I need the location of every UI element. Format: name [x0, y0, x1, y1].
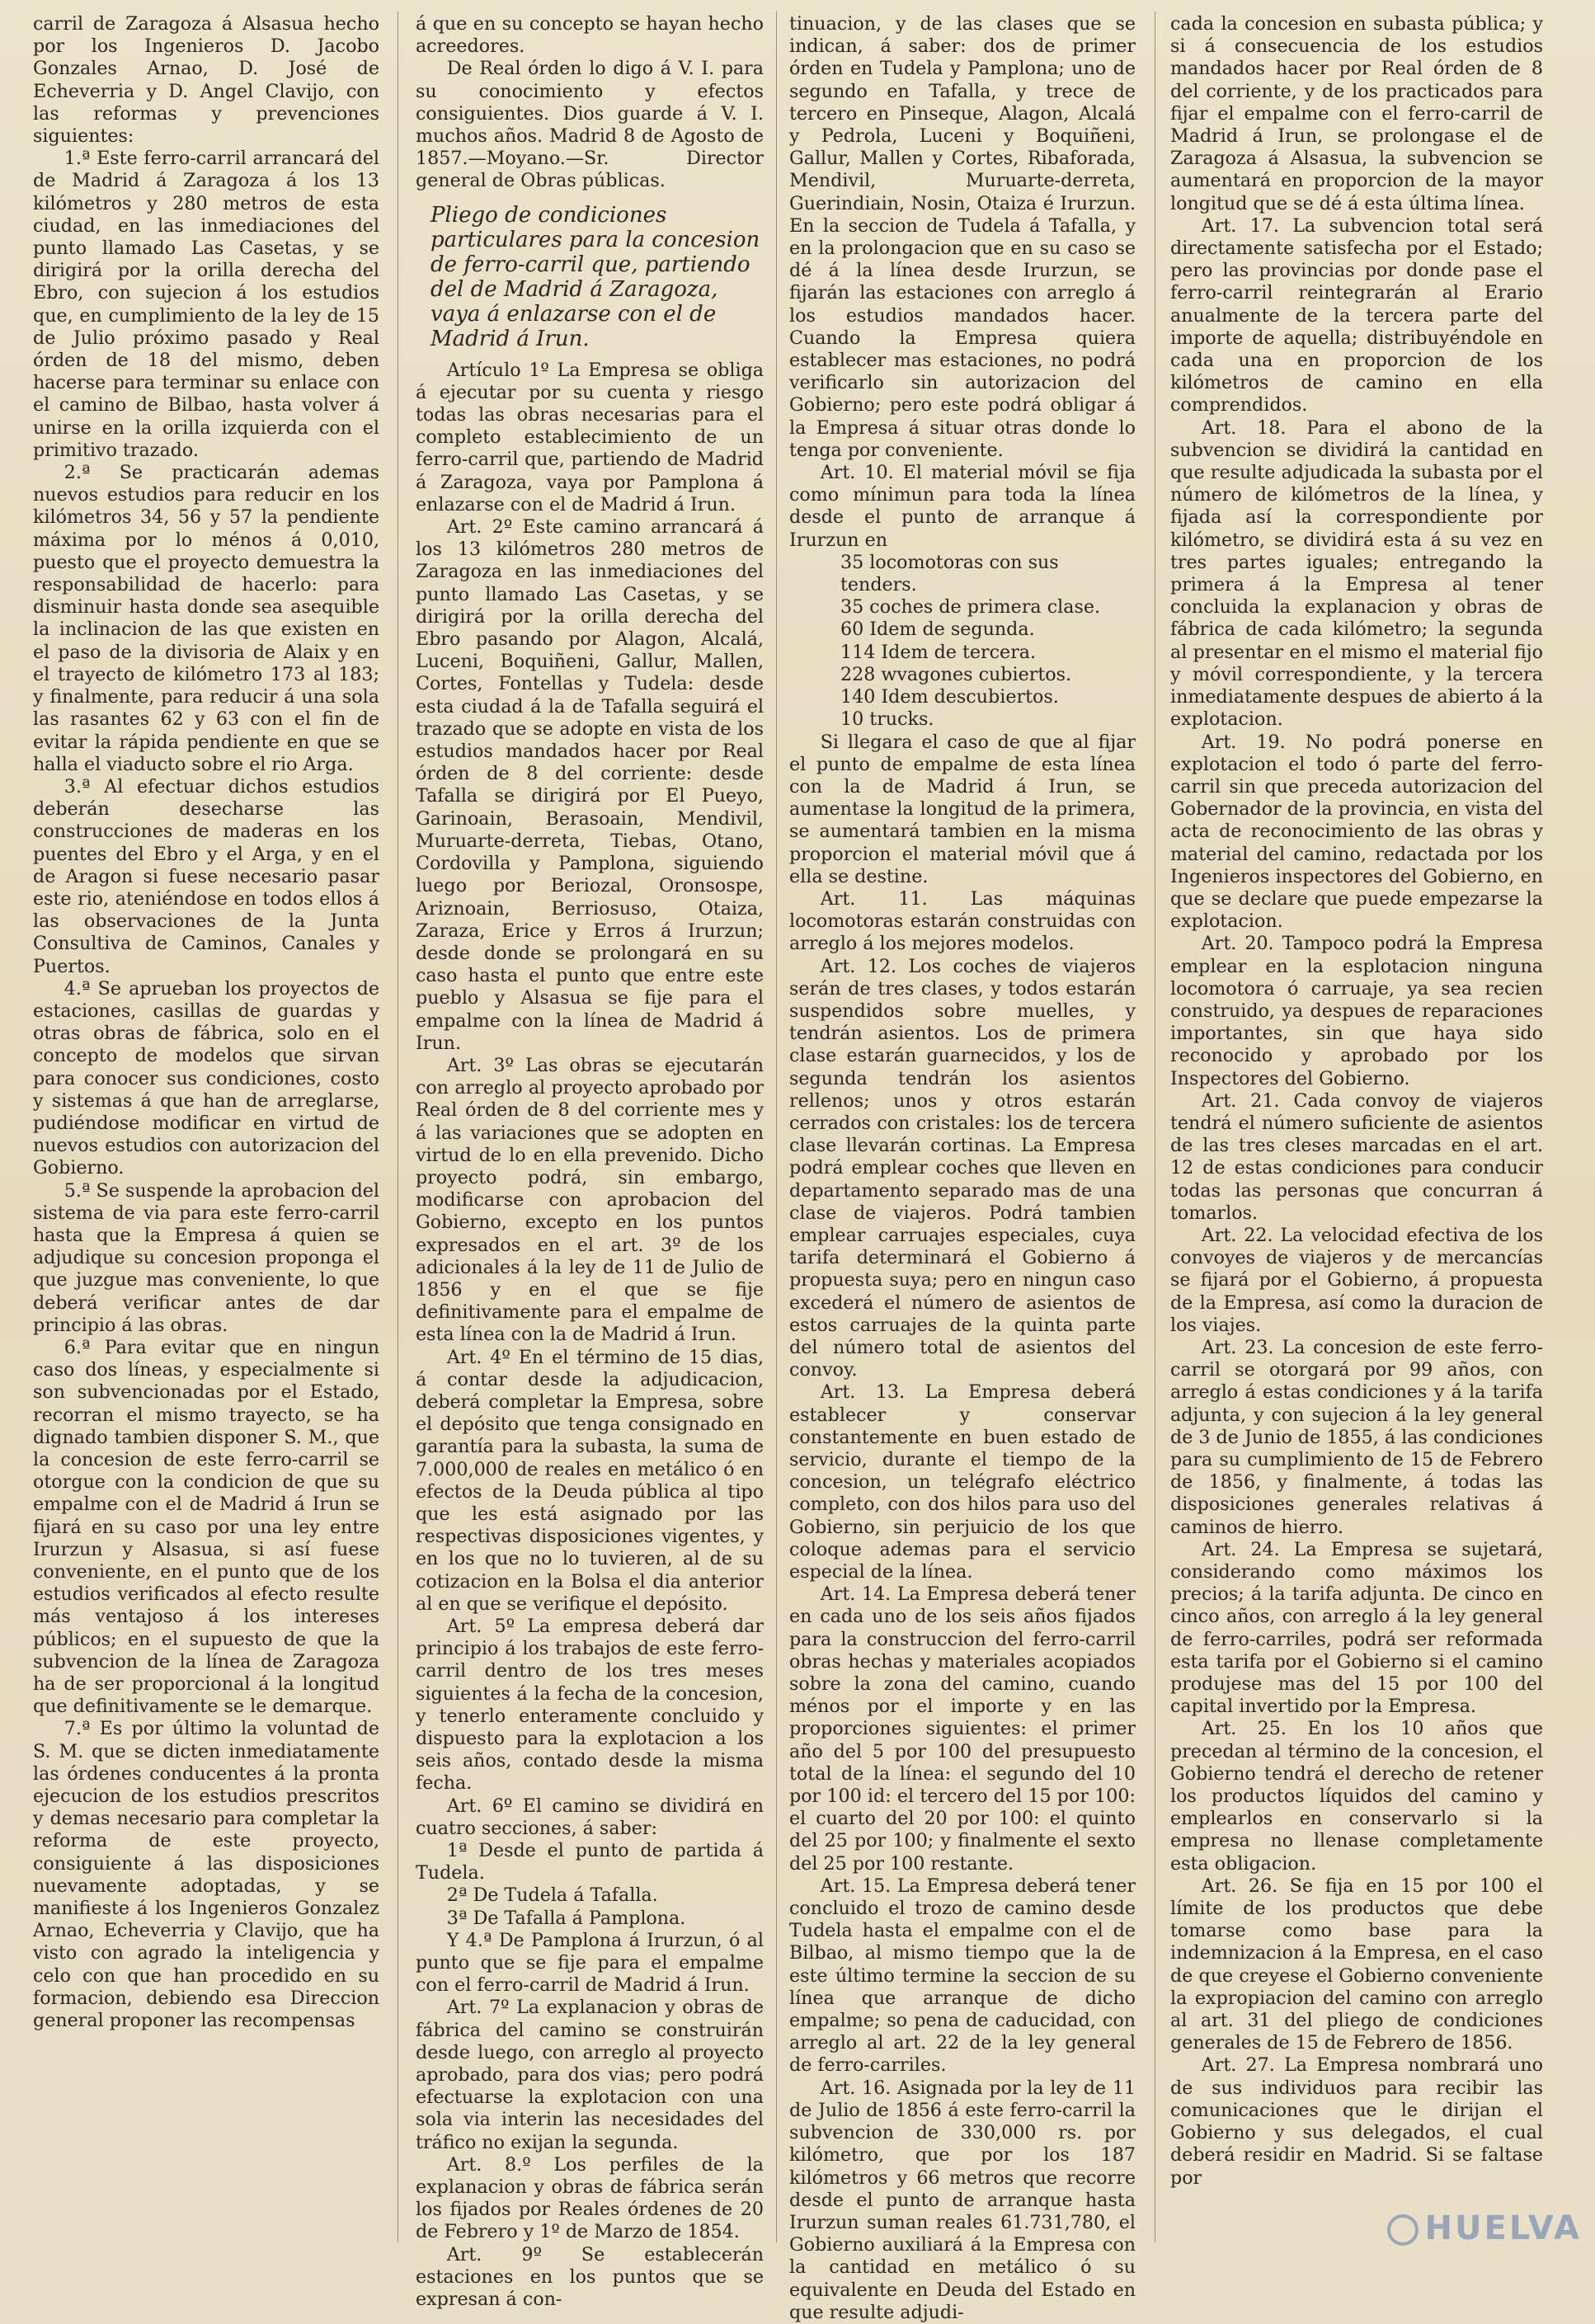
- column-1: [33, 13, 379, 2240]
- article: Art. 21. Cada convoy de viajeros tendrá el número suficiente de asientos de las tres cleses marcadas en el art. 12 de estas condiciones para conducir todas las personas que concurran á tomarlos.: [1170, 1089, 1543, 1224]
- paragraph: á que en su concepto se hayan hecho acreedores.: [416, 13, 764, 58]
- rolling-stock-list: [789, 552, 1136, 732]
- article: Art. 11. Las máquinas locomotoras estarán construidas con arreglo á los mejores modelos.: [789, 887, 1136, 955]
- article: Art. 25. En los 10 años que precedan al término de la concesion, el Gobierno tendrá el derecho de retener los productos líquidos del camino y emplearlos en conservarlo si la empresa no llenase completamente esta obligacion.: [1170, 1718, 1543, 1875]
- article: Art. 27. La Empresa nombrará uno de sus individuos para recibir las comunicaciones que le dirijan el Gobierno y sus delegados, el cual deberá residir en Madrid. Si se faltase por: [1170, 2054, 1543, 2189]
- article: Art. 6º El camino se dividirá en cuatro secciones, á saber:: [416, 1795, 764, 1839]
- article: Art. 26. Se fija en 15 por 100 el límite de los productos que debe tomarse como base para la indemnizacion á la Empresa, en el caso de que creyese el Gobierno conveniente la expropiacion del camino con arreglo al art. 31 del pliego de condiciones generales de 15 de Febrero de 1856.: [1170, 1875, 1543, 2054]
- section-heading: Pliego de condiciones particulares para la concesion de ferro-carril que, partiendo del de Madrid á Zaragoza, vaya á enlazarse con el de Madrid á Irun.: [431, 202, 760, 351]
- paragraph: 4.ª Se aprueban los proyectos de estaciones, casillas de guardas y otras obras de fábrica, solo en el concepto de modelos que sirvan para conocer sus condiciones, costo y sistemas á que han de arreglarse, pudiéndose modificar en virtud de nuevos estudios con autorizacion del Gobierno.: [33, 977, 379, 1179]
- article: Art. 12. Los coches de viajeros serán de tres clases, y todos estarán suspendidos sobre muelles, y tendrán asientos. Los de primera clase estarán guarnecidos, y los de segunda tendrán los asientos rellenos; unos y otros estarán cerrados con cristales: los de tercera clase llevarán cortinas. La Empresa podrá emplear coches que lleven en departamento separado mas de una clase de viajeros. Podrá tambien emplear carruajes especiales, cuya tarifa determinará el Gobierno á propuesta suya; pero en ningun caso excederá el número de asientos de estos carruajes de la quinta parte del número total de asientos del convoy.: [789, 955, 1136, 1381]
- article: Art. 2º Este camino arrancará á los 13 kilómetros 280 metros de Zaragoza en las inmediaciones del punto llamado Las Casetas, y se dirigirá por la orilla derecha del Ebro pasando por Alagon, Alcalá, Luceni, Boquiñeni, Gallur, Mallen, Cortes, Fontellas y Tudela: desde esta ciudad á la de Tafalla seguirá el trazado que se adopte en vista de los estudios mandados hacer por Real órden de 8 del corriente: desde Tafalla se dirigirá por El Pueyo, Garinoain, Berasoain, Mendivil, Muruarte-derreta, Tiebas, Otano, Cordovilla y Pamplona, siguiendo luego por Beriozal, Oronsospe, Ariznoain, Berriosuso, Otaiza, Zaraza, Erice y Erros á Irurzun; desde donde se prolongará en su caso hasta el punto que entre este pueblo y Alsasua se fije para el empalme con la línea de Madrid á Irun.: [416, 516, 764, 1054]
- article: Art. 24. La Empresa se sujetará, considerando como máximos los precios; á la tarifa adjunta. De cinco en cinco años, con arreglo á la ley general de ferro-carriles, podrá ser reformada esta tarifa por el Gobierno si el camino produjese mas del 15 por 100 del capital invertido por la Empresa.: [1170, 1538, 1543, 1718]
- article: Art. 4º En el término de 15 dias, á contar desde la adjudicacion, deberá completar la Empresa, sobre el depósito que tenga consignado en garantía para la subasta, la suma de 7.000,000 de reales en metálico ó en efectos de la Deuda pública al tipo que les está asignado por las respectivas disposiciones vigentes, y en los que no lo tuvieren, al de su cotizacion en la Bolsa el dia anterior al en que se verifique el depósito.: [416, 1346, 764, 1615]
- list-item: 35 coches de primera clase.: [840, 596, 1101, 619]
- article: Art. 8.º Los perfiles de la explanacion y obras de fábrica serán los fijados por Reales órdenes de 20 de Febrero y 1º de Marzo de 1854.: [416, 2153, 764, 2243]
- article: Art. 22. La velocidad efectiva de los convoyes de viajeros y de mercancías se fijará por el Gobierno, á propuesta de la Empresa, así como la duracion de los viajes.: [1170, 1224, 1543, 1336]
- article: Art. 14. La Empresa deberá tener en cada uno de los seis años fijados para la construccion del ferro-carril obras hechas y materiales acopiados sobre la zona del camino, cuando ménos por el importe y en las proporciones siguientes: el primer año del 5 por 100 del presupuesto total de la línea: el segundo del 10 por 100 id: el tercero del 15 por 100: el cuarto del 20 por 100: el quinto del 25 por 100; y finalmente el sexto del 25 por 100 restante.: [789, 1583, 1136, 1875]
- article: Art. 7º La explanacion y obras de fábrica del camino se construirán desde luego, con arreglo al proyecto aprobado, para dos vias; pero podrá efectuarse la explotacion con una sola via interin las necesidades del tráfico no exijan la segunda.: [416, 1997, 764, 2153]
- paragraph: 3.ª Al efectuar dichos estudios deberán desecharse las construcciones de maderas en los puentes del Ebro y el Arga, y en el de Aragon si fuese necesario pasar este rio, ateniéndose en todos ellos á las observaciones de la Junta Consultiva de Caminos, Canales y Puertos.: [33, 775, 379, 977]
- list-item: 140 Idem descubiertos.: [840, 686, 1059, 708]
- column-4: [1170, 13, 1543, 2240]
- article: Si llegara el caso de que al fijar el punto de empalme de esta línea con la de Madrid á Irun, se aumentase la longitud de la primera, se aumentará tambien en la misma proporcion el material móvil que á ella se destine.: [789, 731, 1136, 887]
- article: Art. 19. No podrá ponerse en explotacion el todo ó parte del ferro-carril sin que preceda autorizacion del Gobernador de la provincia, en vista del acta de reconocimiento de las obras y material del camino, redactada por los Ingenieros inspectores del Gobierno, en que se declare que puede empezarse la explotacion.: [1170, 731, 1543, 933]
- paragraph: 7.ª Es por último la voluntad de S. M. que se dicten inmediatamente las órdenes conducentes á la pronta ejecucion de los estudios prescritos y demas necesario para completar la reforma de este proyecto, consiguiente á las disposiciones nuevamente adoptadas, y se manifieste á los Ingenieros Gonzalez Arnao, Echeverria y Clavijo, que ha visto con agrado la inteligencia y celo con que han procedido en su formacion, debiendo esa Direccion general proponer las recompensas: [33, 1718, 379, 2032]
- signature-paragraph: De Real órden lo digo á V. I. para su conocimiento y efectos consiguientes. Dios guarde á V. I. muchos años. Madrid 8 de Agosto de 1857.—Moyano.—Sr. Director general de Obras públicas.: [416, 58, 764, 192]
- paragraph: cada la concesion en subasta pública; y si á consecuencia de los estudios mandados hacer por Real órden de 8 del corriente, y de los practicados para fijar el empalme con el ferro-carril de Madrid á Irun, se prolongase el de Zaragoza á Alsasua, la subvencion se aumentará en proporcion de la mayor longitud que se dé á esta última línea.: [1170, 13, 1543, 214]
- paragraph: 2.ª Se practicarán ademas nuevos estudios para reducir en los kilómetros 34, 56 y 57 la pendiente máxima por lo ménos á 0,010, puesto que el proyecto demuestra la responsabilidad de hacerlo: para disminuir hasta donde sea asequible la inclinacion de las que existen en el paso de la divisoria de Alaix y en el trayecto de kilómetro 173 al 183; y finalmente, para reducir á una sola las rasantes 62 y 63 con el fin de evitar la rápida pendiente en que se halla el viaducto sobre el rio Arga.: [33, 462, 379, 775]
- article: Art. 10. El material móvil se fija como mínimun para toda la línea desde el punto de arranque á Irurzun en: [789, 462, 1136, 551]
- article: Art. 15. La Empresa deberá tener concluido el trozo de camino desde Tudela hasta el empalme con el de Bilbao, al mismo tiempo que la de este último termine la seccion de su línea que arranque de dicho empalme; so pena de caducidad, con arreglo al art. 22 de la ley general de ferro-carriles.: [789, 1875, 1136, 2077]
- article: Art. 9º Se establecerán estaciones en los puntos que se expresan á con-: [416, 2243, 764, 2311]
- list-item: 228 wvagones cubiertos.: [840, 663, 1072, 685]
- article: Artículo 1º La Empresa se obliga á ejecutar por su cuenta y riesgo todas las obras necesarias para el completo establecimiento de un ferro-carril que, partiendo de Madrid á Zaragoza, vaya por Pamplona á enlazarse con el de Madrid á Irun.: [416, 359, 764, 515]
- article: Art. 5º La empresa deberá dar principio á los trabajos de este ferro-carril dentro de los tres meses siguientes á la fecha de la concesion, y tenerlo enteramente concluido y dispuesto para la explotacion a los seis años, contado desde la misma fecha.: [416, 1616, 764, 1795]
- paragraph: 6.ª Para evitar que en ningun caso dos líneas, y especialmente si son subvencionadas por el Estado, recorran el mismo trayecto, se ha dignado tambien disponer S. M., que la concesion de este ferro-carril se otorgue con la condicion de que su empalme con el de Madrid á Irun se fijará en su caso por una ley entre Irurzun y Alsasua, si así fuese conveniente, en el punto que de los estudios verificados al efecto resulte más ventajoso á los intereses públicos; en el supuesto de que la subvencion de la línea de Zaragoza ha de ser proporcional á la longitud que definitivamente se le demarque.: [33, 1336, 379, 1718]
- paragraph: 1.ª Este ferro-carril arrancará del de Madrid á Zaragoza á los 13 kilómetros y 280 metros de esta ciudad, en las inmediaciones del punto llamado Las Casetas, y se dirigirá por la orilla derecha del Ebro, con sujecion á los estudios que, en cumplimiento de la ley de 15 de Julio próximo pasado y Real órden de 18 del mismo, deben hacerse para terminar su enlace con el camino de Bilbao, hasta volver á unirse en la orilla izquierda con el primitivo trazado.: [33, 148, 379, 461]
- library-watermark: [1387, 2209, 1582, 2247]
- column-3: [789, 13, 1136, 2323]
- article: Art. 17. La subvencion total será directamente satisfecha por el Estado; pero las provincias por donde pase el ferro-carril reintegrarán al Erario anualmente de la tercera parte del importe de aquella; distribuyéndole en cada una en proporcion de los kilómetros de camino en ella comprendidos.: [1170, 214, 1543, 416]
- column-2: [416, 13, 764, 2311]
- article: Art. 23. La concesion de este ferro-carril se otorgará por 99 años, con arreglo á estas condiciones y á la tarifa adjunta, y con sujecion á la ley general de 3 de Junio de 1855, á las condiciones para su cumplimiento de 15 de Febrero de 1856, y finalmente, á todas las disposiciones generales relativas á caminos de hierro.: [1170, 1336, 1543, 1538]
- article: Art. 20. Tampoco podrá la Empresa emplear en la esplotacion ninguna locomotora ó carruaje, ya sea recien construido, ya despues de reparaciones importantes, sin que haya sido reconocido y aprobado por los Inspectores del Gobierno.: [1170, 933, 1543, 1089]
- seal-icon: [1387, 2214, 1419, 2246]
- column-rule: [776, 12, 777, 2242]
- watermark-text: HUELVA: [1424, 2209, 1582, 2247]
- section-item: 2ª De Tudela á Tafalla.: [446, 1884, 658, 1907]
- paragraph: 5.ª Se suspende la aprobacion del sistema de via para este ferro-carril hasta que la Empresa á quien se adjudique su concesion proponga el que juzgue mas conveniente, lo que deberá verificar antes de dar principio á las obras.: [33, 1179, 379, 1336]
- list-item: 10 trucks.: [840, 708, 934, 731]
- paragraph: carril de Zaragoza á Alsasua hecho por los Ingenieros D. Jacobo Gonzales Arnao, D. José de Echeverria y D. Angel Clavijo, con las reformas y prevenciones siguientes:: [33, 13, 379, 148]
- article: Art. 13. La Empresa deberá establecer y conservar constantemente en buen estado de servicio, durante el tiempo de la concesion, un telégrafo eléctrico completo, con dos hilos para uso del Gobierno, sin perjuicio de los que coloque ademas para el servicio especial de la línea.: [789, 1381, 1136, 1583]
- section-item: 1ª Desde el punto de partida á Tudela.: [416, 1840, 764, 1884]
- section-item: 3ª De Tafalla á Pamplona.: [446, 1907, 686, 1929]
- article: Art. 3º Las obras se ejecutarán con arreglo al proyecto aprobado por Real órden de 8 del corriente mes y á las variaciones que se adopten en virtud de lo en ella prevenido. Dicho proyecto podrá, sin embargo, modificarse con aprobacion del Gobierno, excepto en los puntos expresados en el art. 3º de los adicionales á la ley de 11 de Julio de 1856 y en el que se fije definitivamente para el empalme de esta línea con la de Madrid á Irun.: [416, 1054, 764, 1346]
- paragraph: tinuacion, y de las clases que se indican, á saber: dos de primer órden en Tudela y Pamplona; uno de segundo en Tafalla, y trece de tercero en Pinseque, Alagon, Alcalá y Pedrola, Luceni y Boquiñeni, Gallur, Mallen y Cortes, Ribaforada, Mendivil, Muruarte-derreta, Guerindiain, Nosin, Otaiza é Irurzun. En la seccion de Tudela á Tafalla, y en la prolongacion que en su caso se dé á la línea desde Irurzun, se fijarán las estaciones con arreglo á los estudios mandados hacer. Cuando la Empresa quiera establecer mas estaciones, no podrá verificarlo sin autorizacion del Gobierno; pero este podrá obligar á la Empresa á situar otras donde lo tenga por conveniente.: [789, 13, 1136, 461]
- article: Art. 16. Asignada por la ley de 11 de Julio de 1856 á este ferro-carril la subvencion de 330,000 rs. por kilómetro, que por los 187 kilómetros y 66 metros que recorre desde el punto de arranque hasta Irurzun suman reales 61.731,780, el Gobierno auxiliará á la Empresa con la cantidad en metálico ó su equivalente en Deuda del Estado en que resulte adjudi-: [789, 2077, 1136, 2323]
- section-item: Y 4.ª De Pamplona á Irurzun, ó al punto que se fije para el empalme con el ferro-carril de Madrid á Irun.: [416, 1929, 764, 1997]
- list-item: 114 Idem de tercera.: [840, 641, 1037, 663]
- list-item: 35 locomotoras con sus tenders.: [840, 551, 1059, 596]
- list-item: 60 Idem de segunda.: [840, 619, 1035, 641]
- article: Art. 18. Para el abono de la subvencion se dividirá la cantidad en que resulte adjudicada la subasta por el número de kilómetros de la línea, y fijada así la correspondiente por kilómetro, se dividirá esta á su vez en tres partes iguales; entregando la primera á la Empresa al tener concluida la explanacion y obras de fábrica de cada kilómetro; la segunda al presentar en el mismo el material fijo y móvil correspondiente, y la tercera inmediatamente despues de abierto á la explotacion.: [1170, 416, 1543, 731]
